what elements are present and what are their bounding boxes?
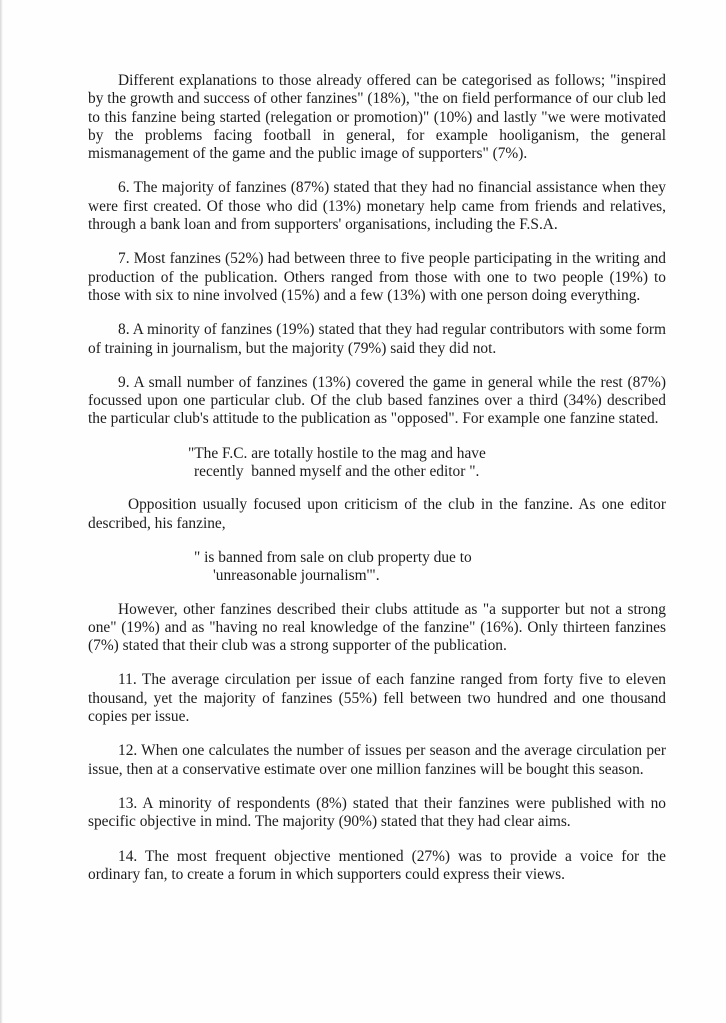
quote-line: " is banned from sale on club property due to bbox=[194, 548, 472, 566]
paragraph-item-11: 11. The average circulation per issue of each fanzine ranged from forty five to eleven thousand, yet the majority of fanzines (55%) fell between two hundred and one thousand copies per issue. bbox=[88, 671, 666, 726]
paragraph-however: However, other fanzines described their clubs attitude as "a supporter but not a strong one" (19%) and as "having no real knowledge of the fanzine" (16%). Only thirteen fanzines (7%) stated that their club was a strong supporter of the publication. bbox=[88, 600, 666, 655]
quote-line: recently banned myself and the other editor ". bbox=[194, 463, 480, 481]
quote-line: "The F.C. are totally hostile to the mag and have bbox=[188, 444, 486, 462]
paragraph-item-9: 9. A small number of fanzines (13%) covered the game in general while the rest (87%) focussed upon one particular club. Of the club based fanzines over a third (34%) described the particular club's attitude to the publication as "opposed". For example one fanzine stated. bbox=[88, 373, 666, 428]
paragraph-opposition: Opposition usually focused upon criticism of the club in the fanzine. As one editor described, his fanzine, bbox=[88, 496, 666, 532]
document-body bbox=[88, 72, 666, 884]
paragraph-item-8: 8. A minority of fanzines (19%) stated that they had regular contributors with some form of training in journalism, but the majority (79%) said they did not. bbox=[88, 321, 666, 357]
paragraph-item-6: 6. The majority of fanzines (87%) stated that they had no financial assistance when they were first created. Of those who did (13%) monetary help came from friends and relatives, through a bank loan and from supporters' organisations, including the F.S.A. bbox=[88, 179, 666, 234]
paragraph-item-14: 14. The most frequent objective mentioned (27%) was to provide a voice for the ordinary fan, to create a forum in which supporters could express their views. bbox=[88, 847, 666, 883]
paragraph-item-13: 13. A minority of respondents (8%) stated that their fanzines were published with no specific objective in mind. The majority (90%) stated that they had clear aims. bbox=[88, 794, 666, 831]
block-quote-banned bbox=[88, 549, 666, 586]
paragraph-item-12: 12. When one calculates the number of issues per season and the average circulation per issue, then at a conservative estimate over one million fanzines will be bought this season. bbox=[88, 742, 666, 778]
paragraph-explanations: Different explanations to those already offered can be categorised as follows; "inspired by the growth and success of other fanzines" (18%), "the on field performance of our club led to this fanzine being started (relegation or promotion)" (10%) and lastly "we were motivated by the problems facing football in general, for example hooliganism, the general mismanagement of the game and the public image of supporters" (7%). bbox=[88, 72, 666, 163]
block-quote-hostile bbox=[88, 445, 666, 482]
paragraph-item-7: 7. Most fanzines (52%) had between three to five people participating in the writing and production of the publication. Others ranged from those with one to two people (19%) to those with six to nine involved (15%) and a few (13%) with one person doing everything. bbox=[88, 250, 666, 304]
quote-line: 'unreasonable journalism'". bbox=[213, 567, 380, 585]
